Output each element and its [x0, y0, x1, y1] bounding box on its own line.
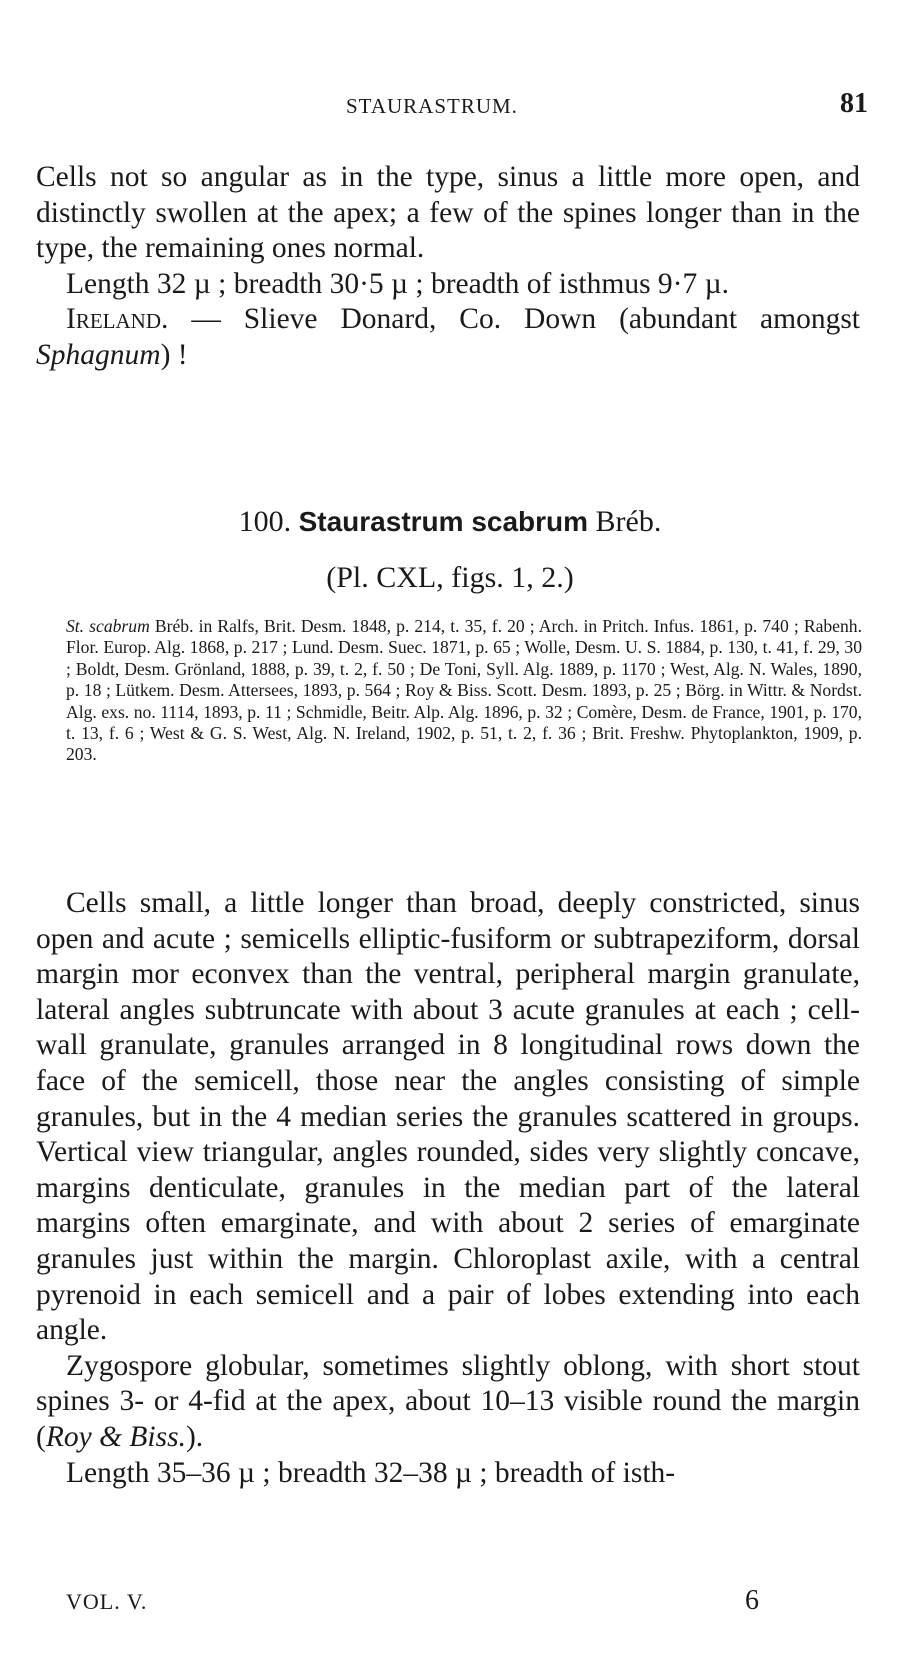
species-author: Bréb. — [595, 505, 662, 538]
species-measurements: Length 35–36 µ ; breadth 32–38 µ ; breadth of isth- — [66, 1456, 676, 1489]
locality-text-end: ) ! — [160, 338, 188, 371]
running-header — [0, 88, 900, 128]
species-description — [36, 886, 860, 1491]
zygospore-text: Zygospore globular, sometimes slightly oblong, with short stout spines 3- or 4-fid at the apex, about 10–13 visible round the margin ( — [36, 1349, 860, 1453]
page-footer — [0, 1585, 900, 1625]
plate-reference: (Pl. CXL, figs. 1, 2.) — [326, 561, 574, 594]
running-title: STAURASTRUM. — [346, 94, 518, 118]
species-heading — [0, 505, 900, 539]
zygospore-paragraph — [36, 1349, 860, 1456]
locality-region: Ireland. — [66, 303, 169, 336]
volume-label: VOL. V. — [66, 1589, 148, 1614]
species-number: 100. — [238, 505, 292, 538]
page-number: 81 — [840, 88, 868, 119]
variety-measurements: Length 32 µ ; breadth 30·5 µ ; breadth of isthmus 9·7 µ. — [66, 267, 730, 300]
variety-continuation — [36, 160, 860, 374]
species-name: Staurastrum scabrum — [298, 506, 589, 537]
synonymy-lead: St. scabrum — [66, 616, 150, 636]
signature-mark: 6 — [745, 1585, 759, 1616]
synonymy-citations — [38, 616, 862, 766]
locality-text: — Slieve Donard, Co. Down (abundant amongst — [168, 303, 860, 336]
locality-genus: Sphagnum — [36, 338, 161, 371]
zygospore-text-end: ). — [185, 1420, 204, 1453]
variety-locality — [36, 302, 860, 373]
zygospore-authority: Roy & Biss. — [45, 1420, 186, 1453]
synonymy-text: Bréb. in Ralfs, Brit. Desm. 1848, p. 214, t. 35, f. 20 ; Arch. in Pritch. Infus. 1861, p. 740 ; Rabenh. Flor. Europ. Alg. 1868, p. 217 ; Lund. Desm. Suec. 1871, p. 65 ; Wolle, Desm. U. S. 1884, p. 130, t. 41, f. 29, 30 ; Boldt, Desm. Grönland, 1888, p. 39, t. 2, f. 50 ; De Toni, Syll. Alg. 1889, p. 1170 ; West, Alg. N. Wales, 1890, p. 18 ; Lütkem. Desm. Attersees, 1893, p. 564 ; Roy & Biss. Scott. Desm. 1893, p. 25 ; Börg. in Wittr. & Nordst. Alg. exs. no. 1114, 1893, p. 11 ; Schmidle, Beitr. Alp. Alg. 1896, p. 32 ; Comère, Desm. de France, 1901, p. 170, t. 13, f. 6 ; West & G. S. West, Alg. N. Ireland, 1902, p. 51, t. 2, f. 36 ; Brit. Freshw. Phytoplankton, 1909, p. 203. — [66, 616, 862, 765]
description-paragraph: Cells small, a little longer than broad, deeply constricted, sinus open and acute ; semicells elliptic-fusiform or subtrapeziform, dorsal margin mor econvex than the ventral, peripheral margin granulate, lateral angles subtruncate with about 3 acute granules at each ; cell-wall granulate, granules arranged in 8 longitudinal rows down the face of the semicell, those near the angles consisting of simple granules, but in the 4 median series the granules scattered in groups. Vertical view triangular, angles rounded, sides very slightly concave, margins denticulate, granules in the median part of the lateral margins often emarginate, and with about 2 series of emarginate granules just within the margin. Chloroplast axile, with a central pyrenoid in each semicell and a pair of lobes extending into each angle. — [36, 887, 860, 1347]
variety-description: Cells not so angular as in the type, sinus a little more open, and distinctly swollen at the apex; a few of the spines longer than in the type, the remaining ones normal. — [36, 161, 860, 265]
